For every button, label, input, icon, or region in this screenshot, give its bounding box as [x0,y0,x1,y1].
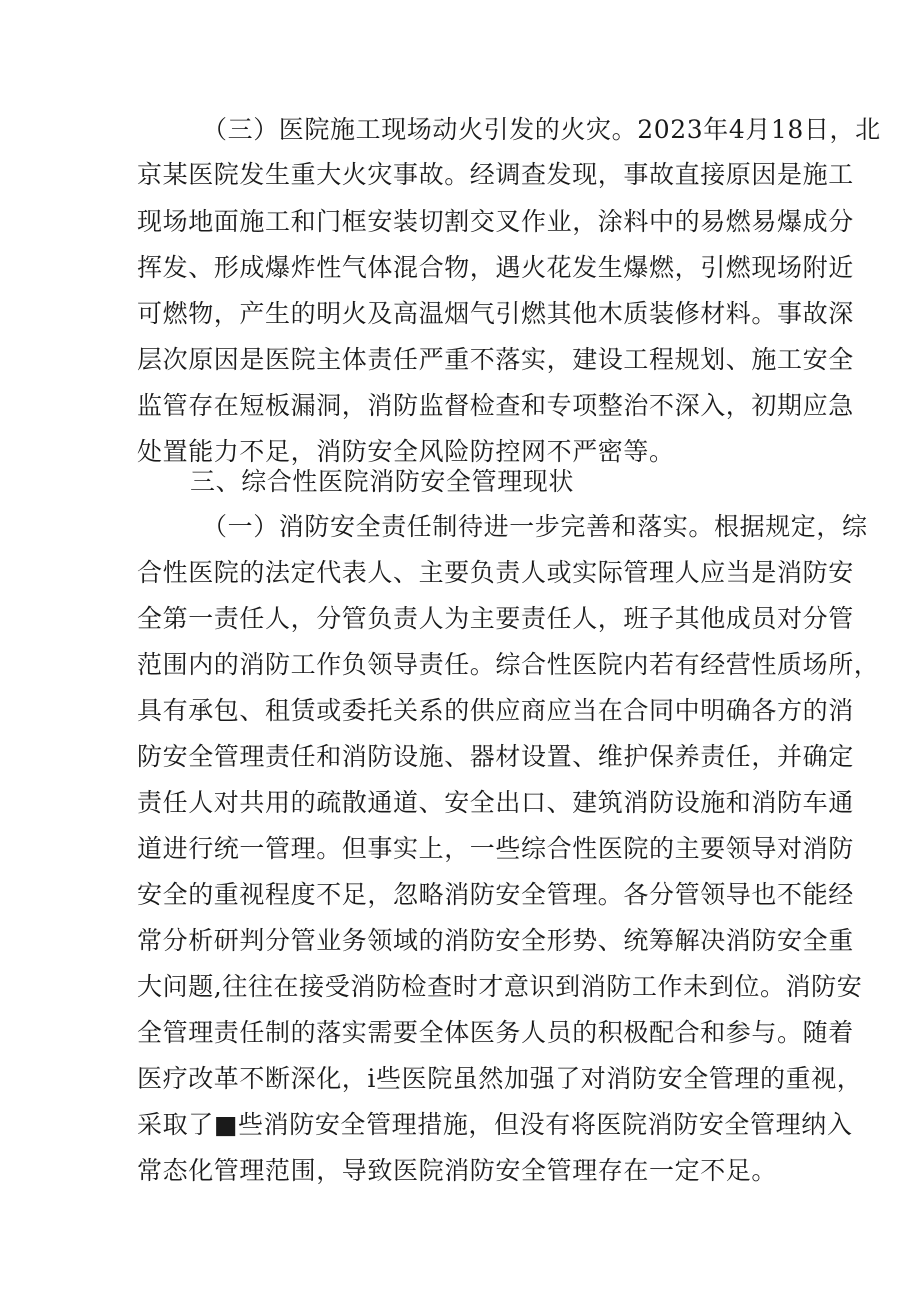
paragraph-line: 全管理责任制的落实需要全体医务人员的积极配合和参与。随着 [137,1018,854,1047]
paragraph-line: 防安全管理责任和消防设施、器材设置、维护保养责任，并确定 [137,742,854,771]
paragraph-line: 责任人对共用的疏散通道、安全出口、建筑消防设施和消防车通 [137,788,854,817]
paragraph-line: 具有承包、租赁或委托关系的供应商应当在合同中明确各方的消 [137,696,854,725]
paragraph-line: 处置能力不足，消防安全风险防控网不严密等。 [137,437,675,466]
paragraph-line: 层次原因是医院主体责任严重不落实，建设工程规划、施工安全 [137,345,854,374]
paragraph-line: 医疗改革不断深化，i些医院虽然加强了对消防安全管理的重视， [137,1064,863,1093]
paragraph-line: 可燃物，产生的明火及高温烟气引燃其他木质装修材料。事故深 [137,299,854,328]
paragraph-line: 京某医院发生重大火灾事故。经调查发现，事故直接原因是施工 [137,160,854,189]
paragraph-line: 采取了■些消防安全管理措施，但没有将医院消防安全管理纳入 [137,1110,853,1139]
paragraph-line: （一）消防安全责任制待进一步完善和落实。根据规定，综 [202,512,868,541]
paragraph-line: 全第一责任人，分管负责人为主要责任人，班子其他成员对分管 [137,604,854,633]
paragraph-line: 常分析研判分管业务领域的消防安全形势、统筹解决消防安全重 [137,926,854,955]
paragraph-line: 挥发、形成爆炸性气体混合物，遇火花发生爆燃，引燃现场附近 [137,253,854,282]
paragraph-line: 监管存在短板漏洞，消防监督检查和专项整治不深入，初期应急 [137,391,854,420]
paragraph-line: 范围内的消防工作负领导责任。综合性医院内若有经营性质场所， [137,650,880,679]
paragraph-line: 安全的重视程度不足，忽略消防安全管理。各分管领导也不能经 [137,880,854,909]
paragraph-line: 大问题,往往在接受消防检查时才意识到消防工作未到位。消防安 [137,972,863,1001]
section-heading: 三、综合性医院消防安全管理现状 [190,467,575,496]
paragraph-line: （三）医院施工现场动火引发的火灾。2023年4月18日，北 [202,115,881,144]
paragraph-line: 常态化管理范围，导致医院消防安全管理存在一定不足。 [137,1156,778,1185]
paragraph-line: 合性医院的法定代表人、主要负责人或实际管理人应当是消防安 [137,558,854,587]
paragraph-line: 现场地面施工和门框安装切割交叉作业，涂料中的易燃易爆成分 [137,207,854,236]
paragraph-line: 道进行统一管理。但事实上，一些综合性医院的主要领导对消防 [137,834,854,863]
